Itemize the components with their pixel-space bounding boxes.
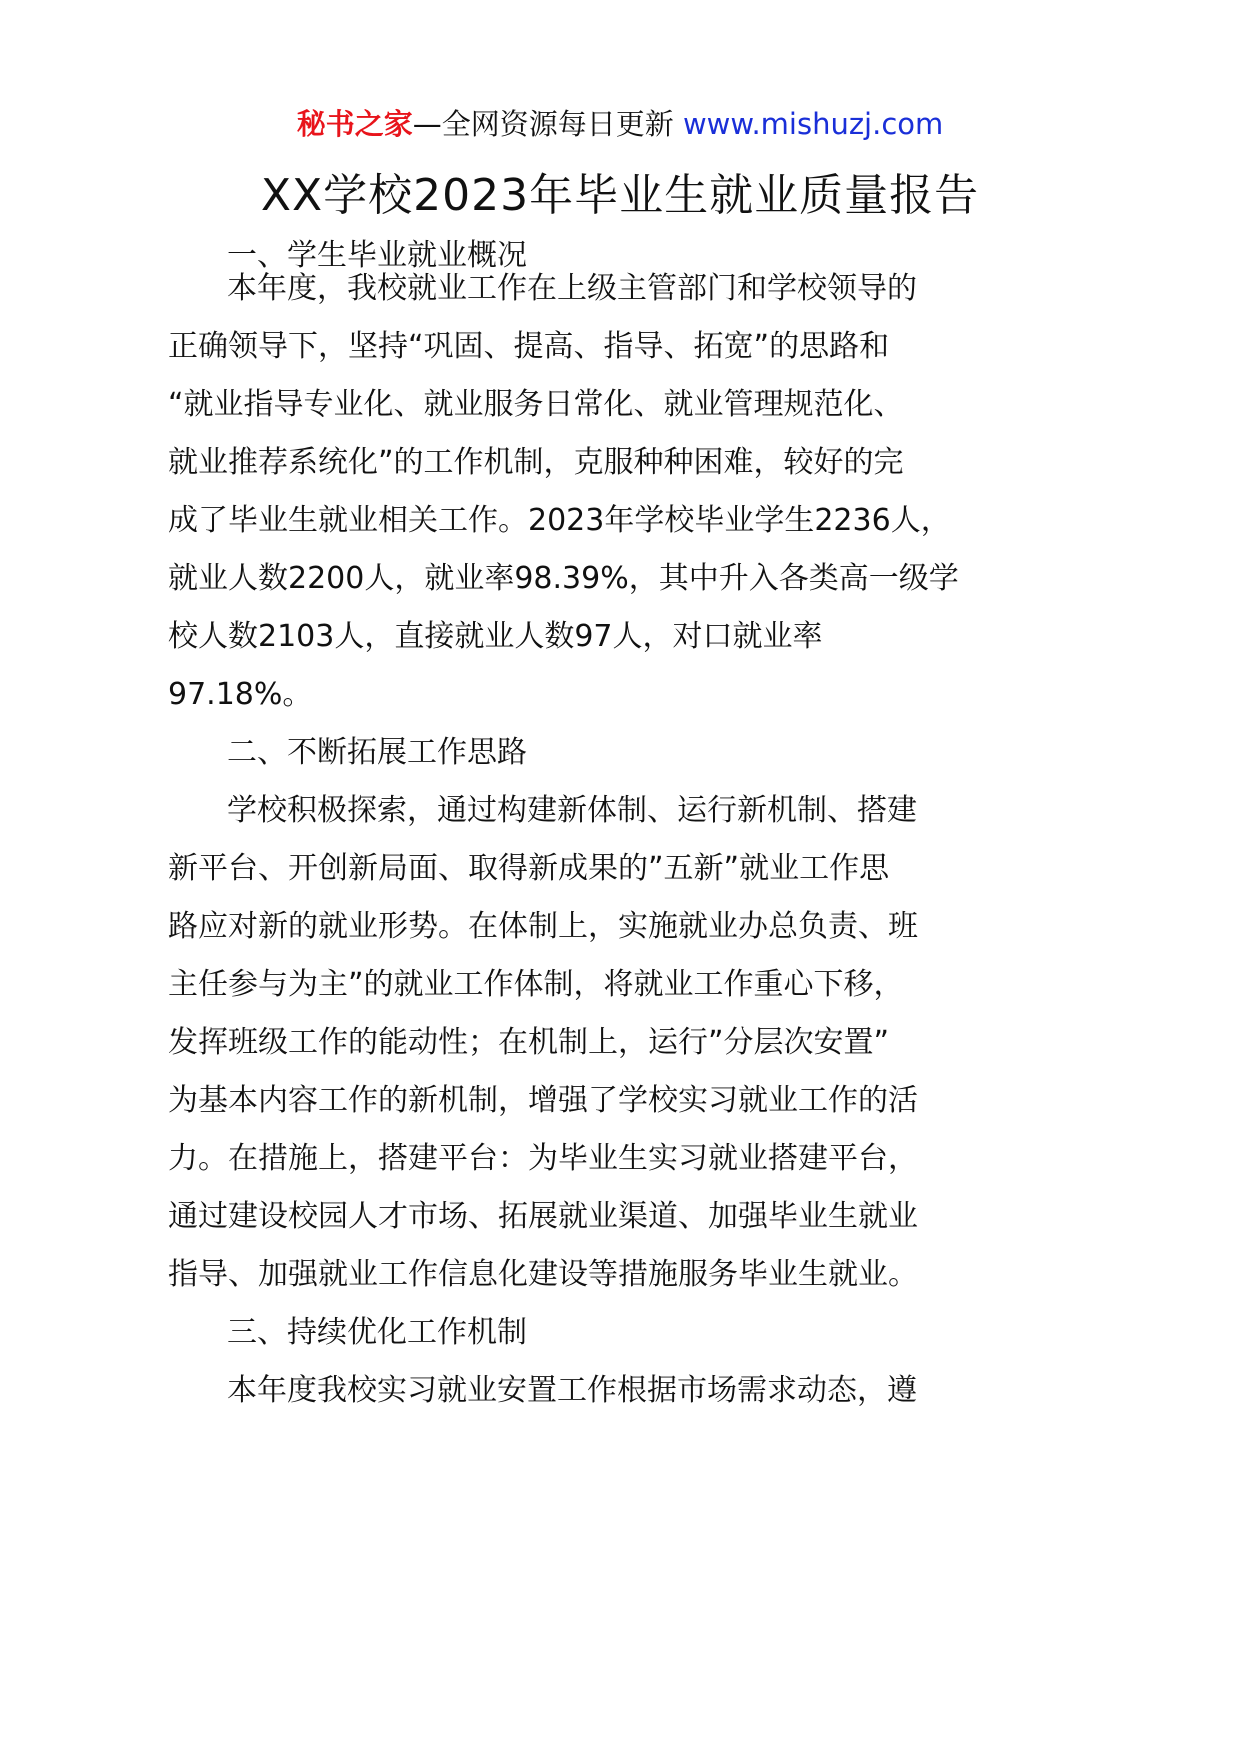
body-line: 路应对新的就业形势。在体制上，实施就业办总负责、班 [168, 909, 918, 944]
body-line: 本年度，我校就业工作在上级主管部门和学校领导的 [227, 271, 917, 306]
body-line: 指导、加强就业工作信息化建设等措施服务毕业生就业。 [168, 1257, 918, 1292]
body-line: 校人数2103人，直接就业人数97人，对口就业率 [168, 619, 823, 654]
body-line: 就业推荐系统化”的工作机制，克服种种困难，较好的完 [168, 445, 904, 480]
body-line: 学校积极探索，通过构建新体制、运行新机制、搭建 [227, 793, 917, 828]
body-line: 成了毕业生就业相关工作。2023年学校毕业学生2236人， [168, 503, 951, 538]
body-line: 主任参与为主”的就业工作体制，将就业工作重心下移， [168, 967, 904, 1002]
body-line: 发挥班级工作的能动性；在机制上，运行”分层次安置” [168, 1025, 890, 1060]
body-line: 为基本内容工作的新机制，增强了学校实习就业工作的活 [168, 1083, 918, 1118]
body-line: 新平台、开创新局面、取得新成果的”五新”就业工作思 [168, 851, 890, 886]
section-heading-1: 一、学生毕业就业概况 [227, 238, 527, 273]
body-line: 通过建设校园人才市场、拓展就业渠道、加强毕业生就业 [168, 1199, 918, 1234]
body-line: 本年度我校实习就业安置工作根据市场需求动态，遵 [227, 1373, 917, 1408]
document-title: XX学校2023年毕业生就业质量报告 [260, 170, 980, 221]
body-line: “就业指导专业化、就业服务日常化、就业管理规范化、 [168, 387, 904, 422]
body-line: 97.18%。 [168, 677, 313, 712]
site-url-link[interactable]: www.mishuzj.com [682, 107, 944, 141]
body-line: 力。在措施上，搭建平台：为毕业生实习就业搭建平台， [168, 1141, 918, 1176]
site-watermark-header [0, 100, 1240, 148]
body-line: 就业人数2200人，就业率98.39%，其中升入各类高一级学 [168, 561, 959, 596]
body-line: 正确领导下，坚持“巩固、提高、指导、拓宽”的思路和 [168, 329, 890, 364]
section-heading-3: 三、持续优化工作机制 [227, 1315, 527, 1350]
section-heading-2: 二、不断拓展工作思路 [227, 735, 527, 770]
tagline: —全网资源每日更新 [412, 107, 674, 141]
brand-name: 秘书之家 [296, 107, 413, 141]
